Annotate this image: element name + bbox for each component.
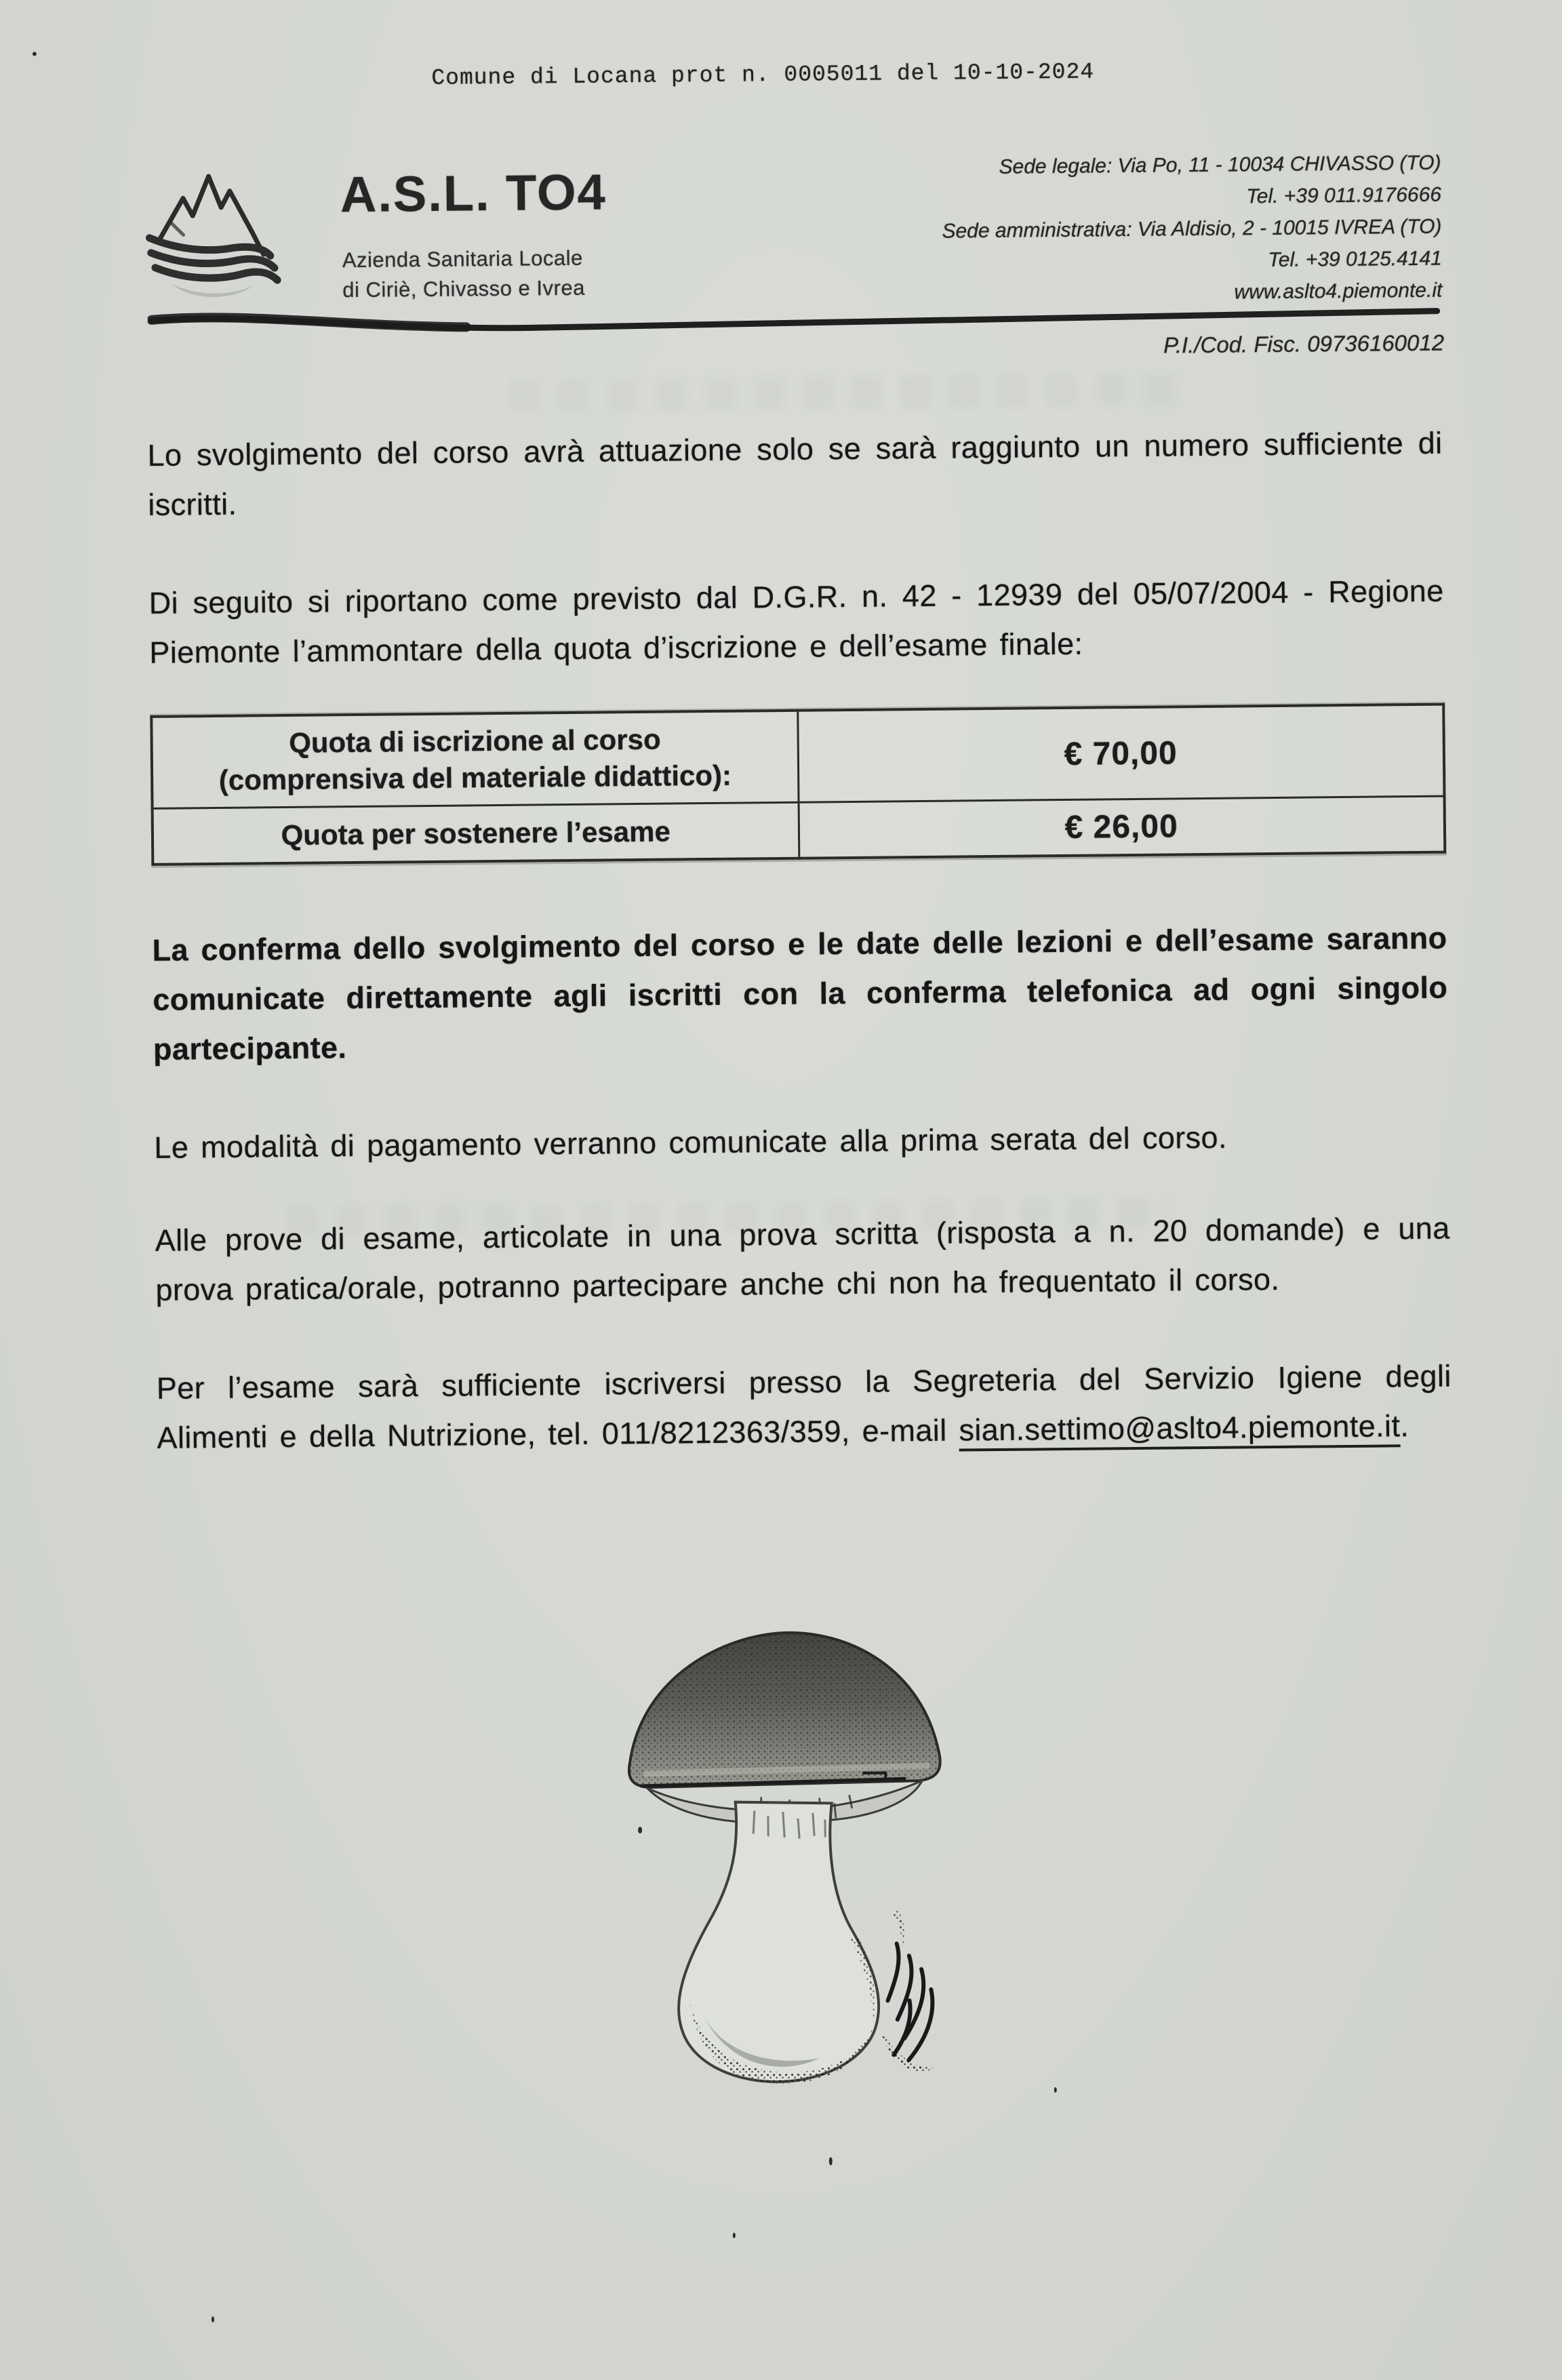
paper-speck — [733, 2233, 736, 2238]
paragraph-payment-methods: Le modalità di pagamento verranno comunicate alla prima serata del corso. — [154, 1119, 1228, 1165]
legal-seat-line: Sede legale: Via Po, 11 - 10034 CHIVASSO (TO) — [999, 151, 1441, 178]
registration-text: Per l’esame sarà sufficiente iscriversi presso la Segreteria del Servizio Igiene degli Alimenti e della Nutrizione, tel. 011/8212363/359, e-mail — [156, 1358, 1451, 1455]
org-subtitle-line1: Azienda Sanitaria Locale — [342, 245, 583, 273]
registration-text-end: . — [1400, 1408, 1409, 1444]
fiscal-code-line: P.I./Cod. Fisc. 09736160012 — [1163, 330, 1445, 358]
contact-email: sian.settimo@aslto4.piemonte.it — [959, 1408, 1400, 1451]
paper-speck — [212, 2316, 214, 2322]
enrollment-fee-label: Quota di iscrizione al corso (comprensiva del materiale didattico): — [151, 711, 798, 809]
fees-table — [150, 703, 1446, 866]
letter-body — [147, 418, 1452, 1511]
legal-tel-line: Tel. +39 011.9176666 — [1246, 183, 1442, 208]
admin-tel-line: Tel. +39 0125.4141 — [1268, 247, 1443, 272]
table-row-exam-fee — [153, 796, 1445, 865]
paragraph-fees-intro: Di seguito si riportano come previsto dal D.G.R. n. 42 - 12939 del 05/07/2004 - Regione Piemonte l’ammontare della quota d’iscrizione e dell’esame finale: — [148, 573, 1444, 670]
protocol-stamp-line: Comune di Locana prot n. 0005011 del 10-10-2024 — [431, 59, 1095, 91]
exam-fee-label: Quota per sostenere l’esame — [153, 802, 799, 865]
paper-speck — [1054, 2087, 1057, 2093]
contact-block — [941, 147, 1442, 311]
enrollment-fee-amount: € 70,00 — [797, 705, 1444, 803]
org-name: A.S.L. TO4 — [340, 163, 607, 223]
paper-speck — [829, 2157, 833, 2165]
porcini-mushroom-illustration — [591, 1620, 979, 2101]
org-subtitle — [342, 243, 585, 305]
paragraph-exam-structure: Alle prove di esame, articolate in una prova scritta (risposta a n. 20 domande) e una prova pratica/orale, potranno partecipare anche chi non ha frequentato il corso. — [155, 1210, 1450, 1307]
paragraph-course-activation: Lo svolgimento del corso avrà attuazione solo se sarà raggiunto un numero sufficiente di iscritti. — [147, 425, 1443, 522]
table-row-enrollment-fee — [151, 705, 1444, 809]
paragraph-confirmation-bold: La conferma dello svolgimento del corso e le date delle lezioni e dell’esame saranno comunicate direttamente agli iscritti con la conferma telefonica ad ogni singolo partecipante. — [152, 920, 1448, 1067]
paragraph-exam-registration — [156, 1351, 1451, 1463]
paper-speck — [33, 52, 37, 56]
org-subtitle-line2: di Ciriè, Chivasso e Ivrea — [342, 275, 586, 302]
admin-seat-line: Sede amministrativa: Via Aldisio, 2 - 10015 IVREA (TO) — [942, 215, 1442, 243]
bleed-through-artifact — [510, 373, 1175, 412]
exam-fee-amount: € 26,00 — [799, 796, 1445, 858]
paper-speck — [638, 1827, 642, 1833]
website-line: www.aslto4.piemonte.it — [1234, 279, 1443, 304]
asl-to4-logo-icon — [143, 153, 314, 306]
